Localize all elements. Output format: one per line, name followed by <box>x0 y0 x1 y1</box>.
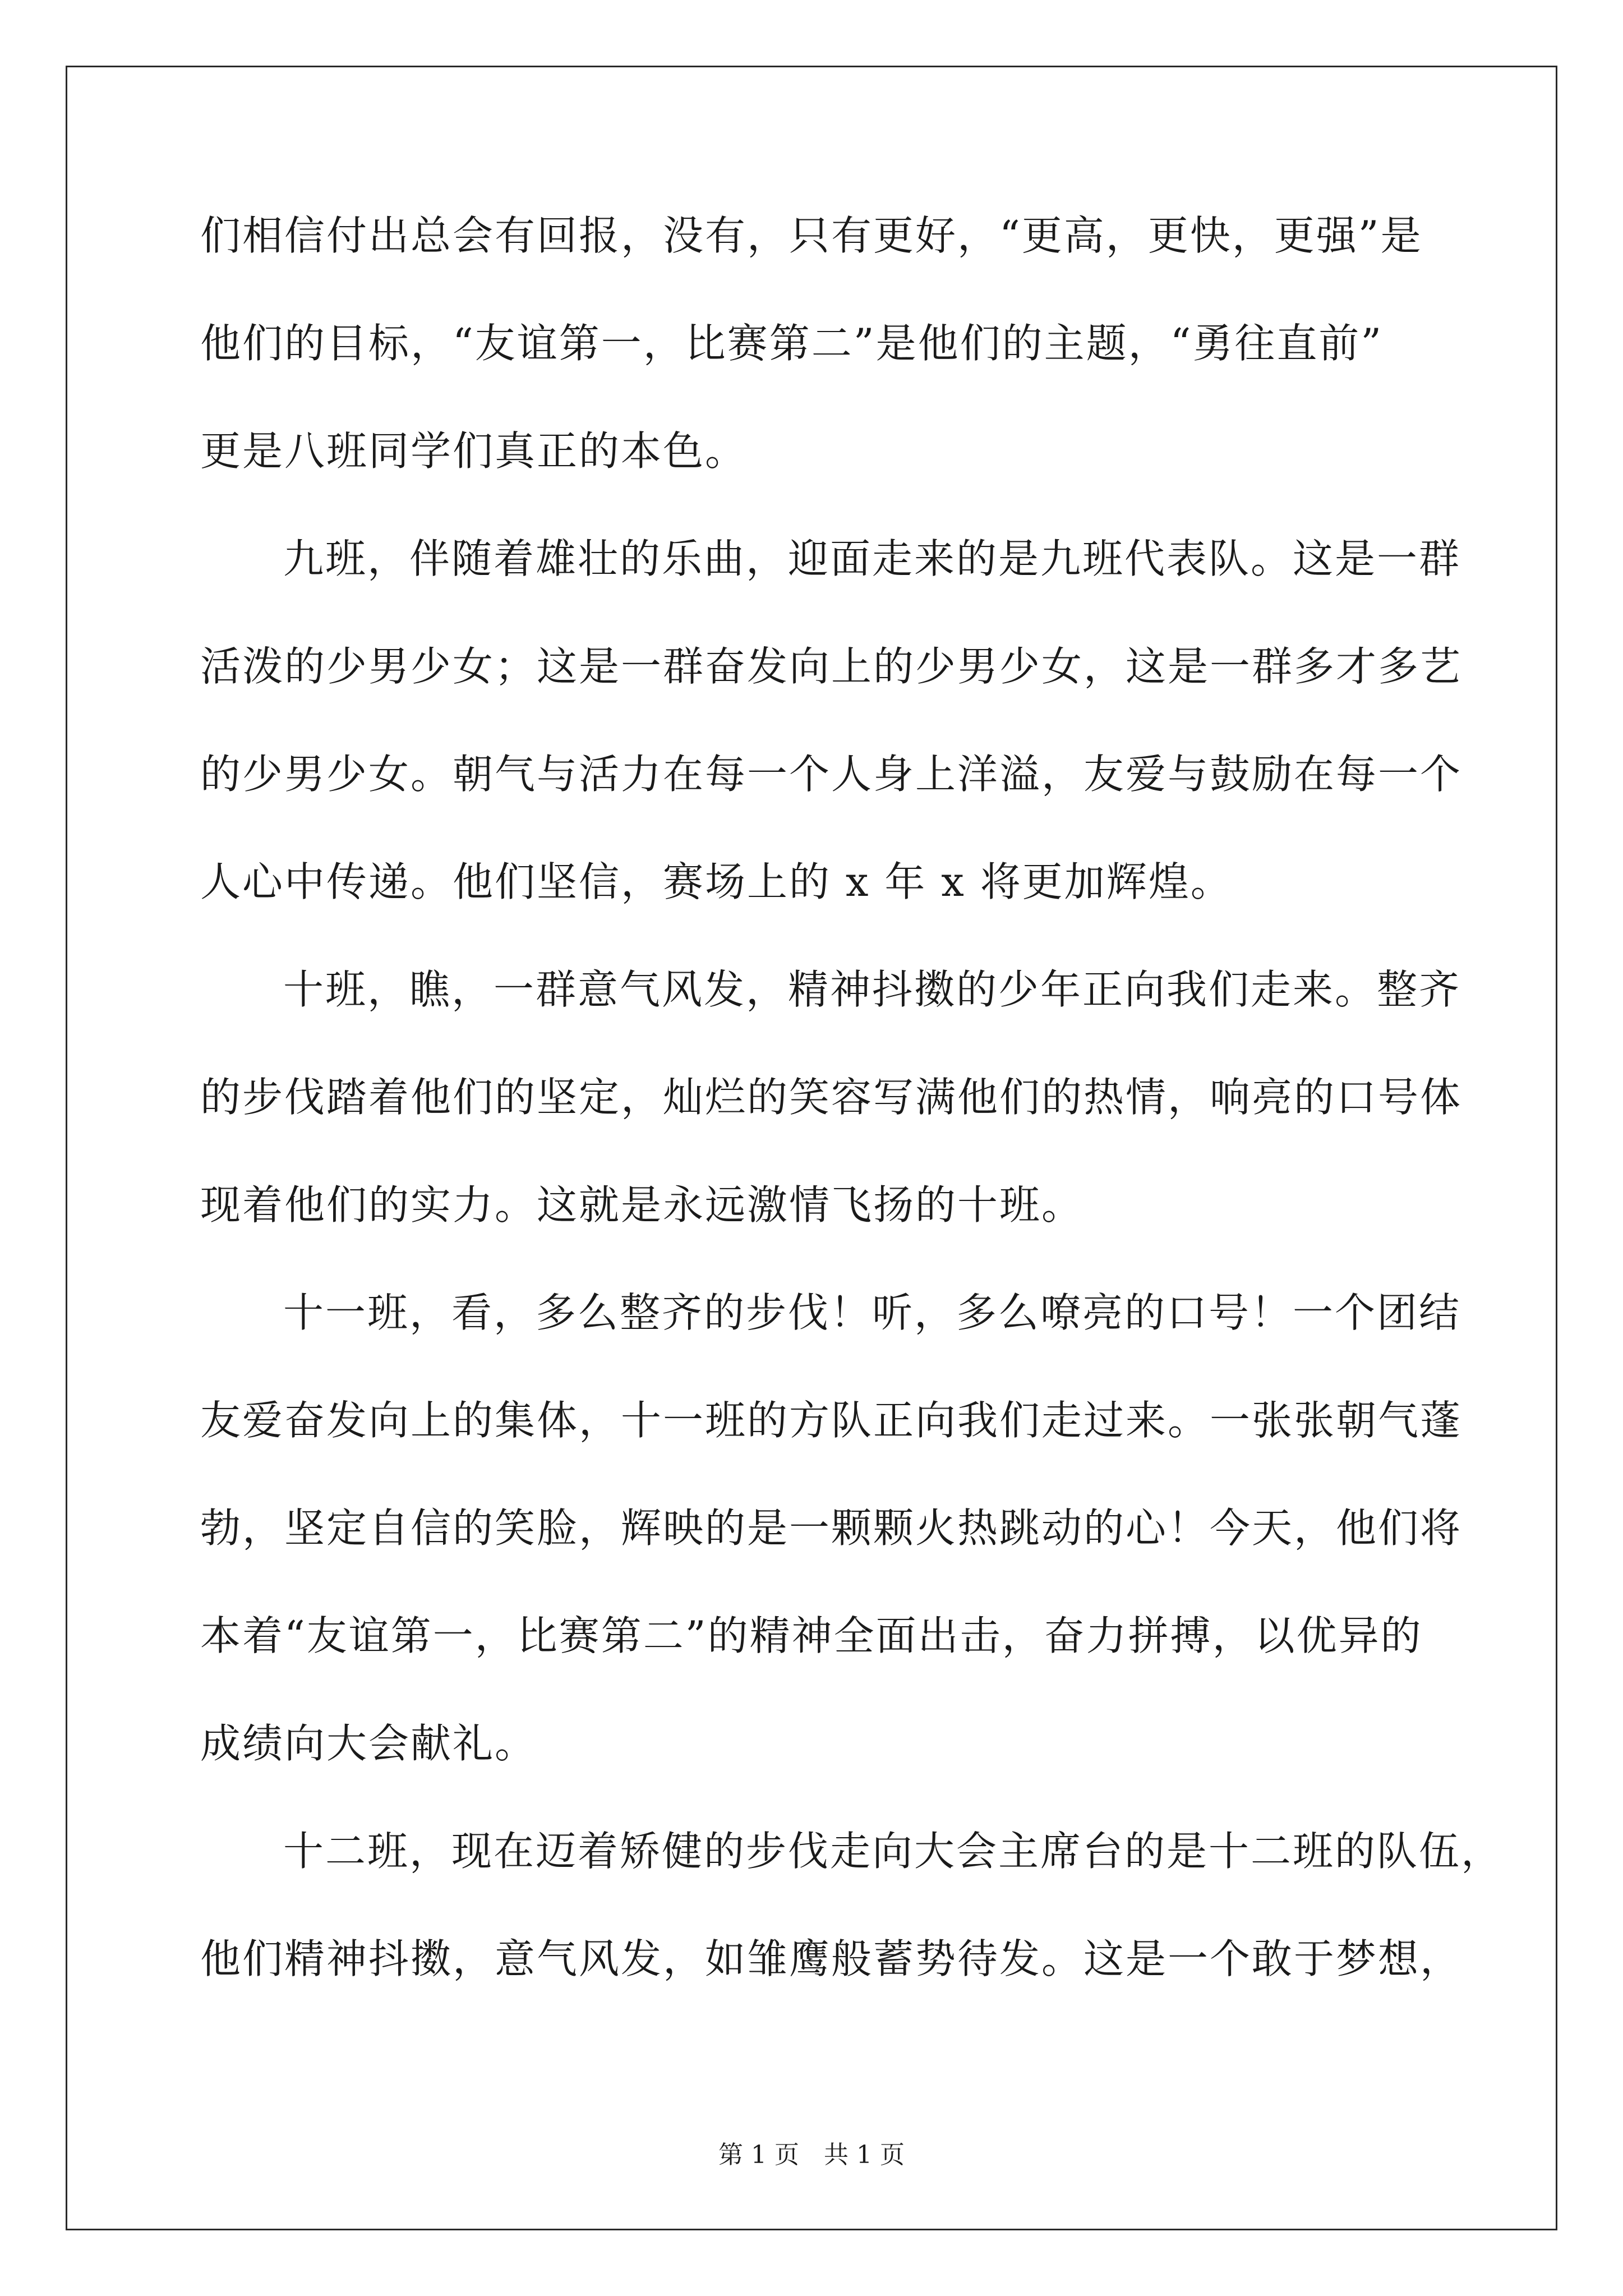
text-line: 成绩向大会献礼。 <box>200 1720 537 1767</box>
paragraph-start-line: 九班，伴随着雄壮的乐曲，迎面走来的是九班代表队。这是一群 <box>283 535 1461 582</box>
paragraph-start-line: 十班，瞧，一群意气风发，精神抖擞的少年正向我们走来。整齐 <box>283 966 1461 1013</box>
text-line: 勃，坚定自信的笑脸，辉映的是一颗颗火热跳动的心！今天，他们将 <box>200 1504 1463 1552</box>
text-line: 本着“友谊第一，比赛第二”的精神全面出击，奋力拼搏，以优异的 <box>200 1612 1423 1659</box>
text-line: 活泼的少男少女；这是一群奋发向上的少男少女，这是一群多才多艺 <box>200 643 1463 690</box>
text-line: 们相信付出总会有回报，没有，只有更好，“更高，更快，更强”是 <box>200 212 1423 259</box>
text-line: 更是八班同学们真正的本色。 <box>200 427 748 475</box>
paragraph-start-line: 十二班，现在迈着矫健的步伐走向大会主席台的是十二班的队伍， <box>283 1828 1504 1875</box>
paragraph-start-line: 十一班，看，多么整齐的步伐！听，多么嘹亮的口号！一个团结 <box>283 1289 1461 1336</box>
text-line: 现着他们的实力。这就是永远激情飞扬的十班。 <box>200 1181 1084 1228</box>
text-line: 他们的目标，“友谊第一，比赛第二”是他们的主题，“勇往直前” <box>200 320 1384 367</box>
document-body <box>200 209 1504 2040</box>
text-line: 人心中传递。他们坚信，赛场上的 x 年 x 将更加辉煌。 <box>200 858 1233 905</box>
text-line: 他们精神抖擞，意气风发，如雏鹰般蓄势待发。这是一个敢于梦想， <box>200 1935 1463 1982</box>
page-number-footer: 第 1 页 共 1 页 <box>718 2141 905 2169</box>
text-line: 的步伐踏着他们的坚定，灿烂的笑容写满他们的热情，响亮的口号体 <box>200 1074 1463 1121</box>
text-line: 友爱奋发向上的集体，十一班的方队正向我们走过来。一张张朝气蓬 <box>200 1397 1463 1444</box>
text-line: 的少男少女。朝气与活力在每一个人身上洋溢，友爱与鼓励在每一个 <box>200 751 1463 798</box>
